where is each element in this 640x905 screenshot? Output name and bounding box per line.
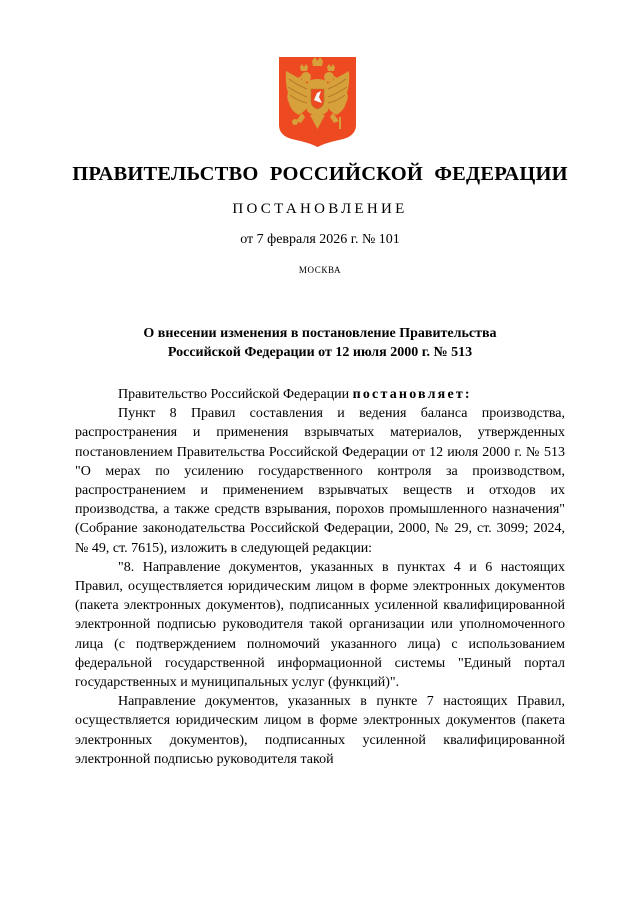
subject-line-2: Российской Федерации от 12 июля 2000 г. № 513 (167, 345, 473, 360)
coat-of-arms-icon (277, 55, 358, 148)
document-body (75, 385, 565, 769)
document-subject (80, 324, 560, 362)
preamble-paragraph (75, 385, 565, 404)
government-title: ПРАВИТЕЛЬСТВО РОССИЙСКОЙ ФЕДЕРАЦИИ (72, 163, 568, 185)
document-city: МОСКВА (298, 265, 342, 275)
preamble-text: Правительство Российской Федерации (118, 387, 353, 402)
paragraph-3: Направление документов, указанных в пункте 7 настоящих Правил, осуществляется юридическим лицом в форме электронных документов (пакета электронных документов), подписанных усиленной квалифицированной электронной подписью руководителя такой (75, 694, 565, 767)
preamble-emphasis: постановляет: (352, 387, 472, 402)
document-date-number: от 7 февраля 2026 г. № 101 (240, 232, 400, 247)
paragraph-1: Пункт 8 Правил составления и ведения баланса производства, распространения и применения взрывчатых материалов, утвержденных постановлением Правительства Российской Федерации от 12 июля 2000 г. № 513 "О мерах по усилению государственного контроля за производством, распространением и применением взрывчатых веществ и отходов их производства, а также средств взрывания, порохов промышленного назначения" (Собрание законодательства Российской Федерации, 2000, № 29, ст. 3099; 2024, № 49, ст. 7615), изложить в следующей редакции: (75, 406, 565, 556)
document-type: ПОСТАНОВЛЕНИЕ (232, 201, 408, 217)
paragraph-2: "8. Направление документов, указанных в пунктах 4 и 6 настоящих Правил, осуществляется юридическим лицом в форме электронных документов (пакета электронных документов), подписанных усиленной квалифицированной электронной подписью руководителя такой организации или уполномоченного лица (с подтверждением полномочий указанного лица) с использованием федеральной государственной информационной системы "Единый портал государственных и муниципальных услуг (функций)". (75, 559, 565, 691)
subject-line-1: О внесении изменения в постановление Правительства (143, 326, 497, 341)
